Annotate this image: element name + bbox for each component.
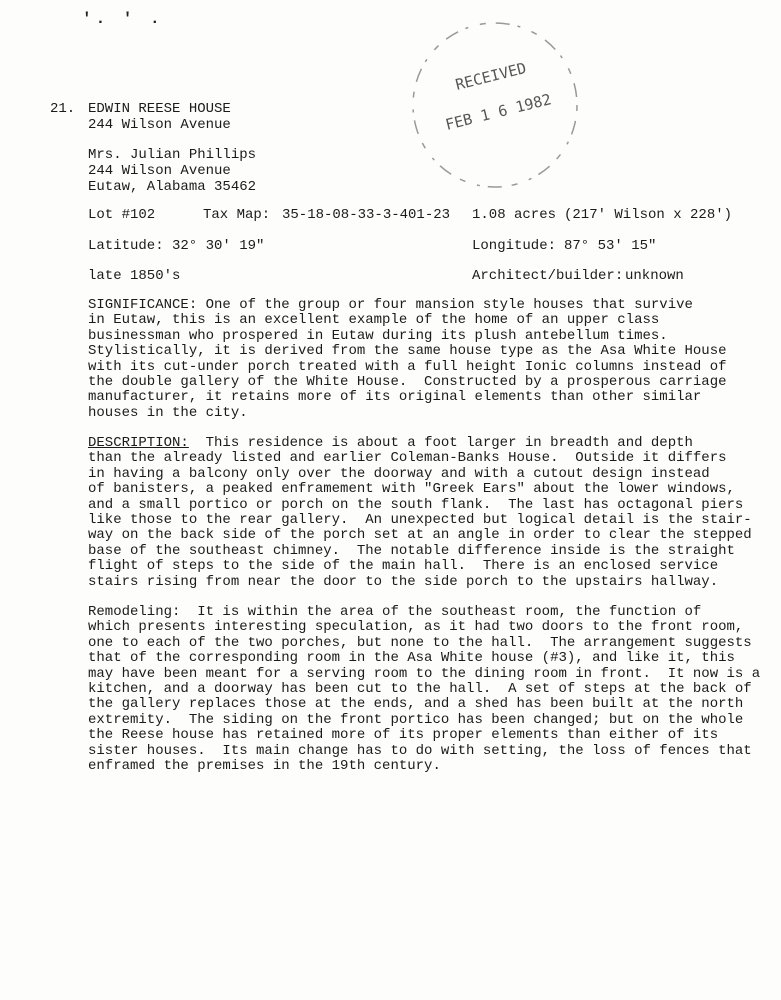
tax-map-label: Tax Map: — [203, 207, 271, 223]
remodeling-heading: Remodeling: — [88, 604, 181, 620]
received-stamp — [395, 20, 595, 190]
lot-dimensions: (217' Wilson x 228') — [564, 207, 733, 223]
significance-heading: SIGNIFICANCE: — [88, 297, 198, 313]
latitude-label: Latitude: — [88, 238, 164, 254]
latitude-value: 32° 30' 19" — [172, 238, 265, 254]
owner-block — [88, 147, 256, 195]
description-paragraph: DESCRIPTION: This residence is about a foot larger in breadth and depth than the already listed and earlier Coleman-Banks House. Outside it differs in having a balcony only over the doorway and with a cutout design instead of banisters, a peaked enframement with "Greek Ears" about the lower windows, and a small portico or porch on the south flank. The last has octagonal piers like those to the rear gallery. An unexpected but logical detail is the stair- way on the back side of the porch set at an angle in order to clear the stepped base of the southeast chimney. The notable difference inside is the straight flight of steps to the side of the main hall. There is an enclosed service stairs rising from near the door to the side porch to the upstairs hallway. — [88, 435, 752, 590]
acreage: 1.08 acres — [472, 207, 557, 223]
stray-marks: '. ' . — [82, 10, 164, 28]
property-name: EDWIN REESE HOUSE — [88, 101, 231, 117]
longitude-label: Longitude: — [472, 238, 557, 254]
architect-label: Architect/builder: — [472, 268, 624, 284]
longitude-value: 87° 53' 15" — [564, 238, 657, 254]
owner-city: Eutaw, Alabama 35462 — [88, 179, 257, 195]
significance-paragraph: SIGNIFICANCE: One of the group or four mansion style houses that survive in Eutaw, this is an excellent example of the home of an upper class businessman who prospered in Eutaw during its plush antebellum times. Stylistically, it is derived from the same house type as the Asa White House with its cut-under porch treated with a full height Ionic columns instead of the double gallery of the White House. Constructed by a prosperous carriage manufacturer, it retains more of its original elements than other similar houses in the city. — [88, 297, 727, 421]
remodeling-paragraph: Remodeling: It is within the area of the southeast room, the function of which presents interesting speculation, as it had two doors to the front room, one to each of the two porches, but none to the hall. The arrangement suggests that of the corresponding room in the Asa White house (#3), and like it, this may have been meant for a serving room to the dining room in front. It now is a kitchen, and a doorway has been cut to the hall. A set of steps at the back of the gallery replaces those at the ends, and a shed has been built at the north extremity. The siding on the front portico has been changed; but on the whole the Reese house has retained more of its proper elements than either of its sister houses. Its main change has to do with setting, the loss of fences that enframed the premises in the 19th century. — [88, 604, 761, 774]
stamp-received: RECEIVED — [453, 58, 529, 94]
owner-street: 244 Wilson Avenue — [88, 163, 231, 179]
date-built: late 1850's — [88, 268, 181, 284]
owner-name: Mrs. Julian Phillips — [88, 147, 257, 163]
lot-number: Lot #102 — [88, 207, 156, 223]
tax-map-number: 35-18-08-33-3-401-23 — [282, 207, 451, 223]
stamp-date: FEB 1 6 1982 — [443, 90, 554, 134]
description-heading: DESCRIPTION: — [88, 435, 189, 451]
architect-value: unknown — [625, 268, 684, 284]
entry-number: 21. — [50, 101, 76, 117]
property-address: 244 Wilson Avenue — [88, 117, 231, 133]
